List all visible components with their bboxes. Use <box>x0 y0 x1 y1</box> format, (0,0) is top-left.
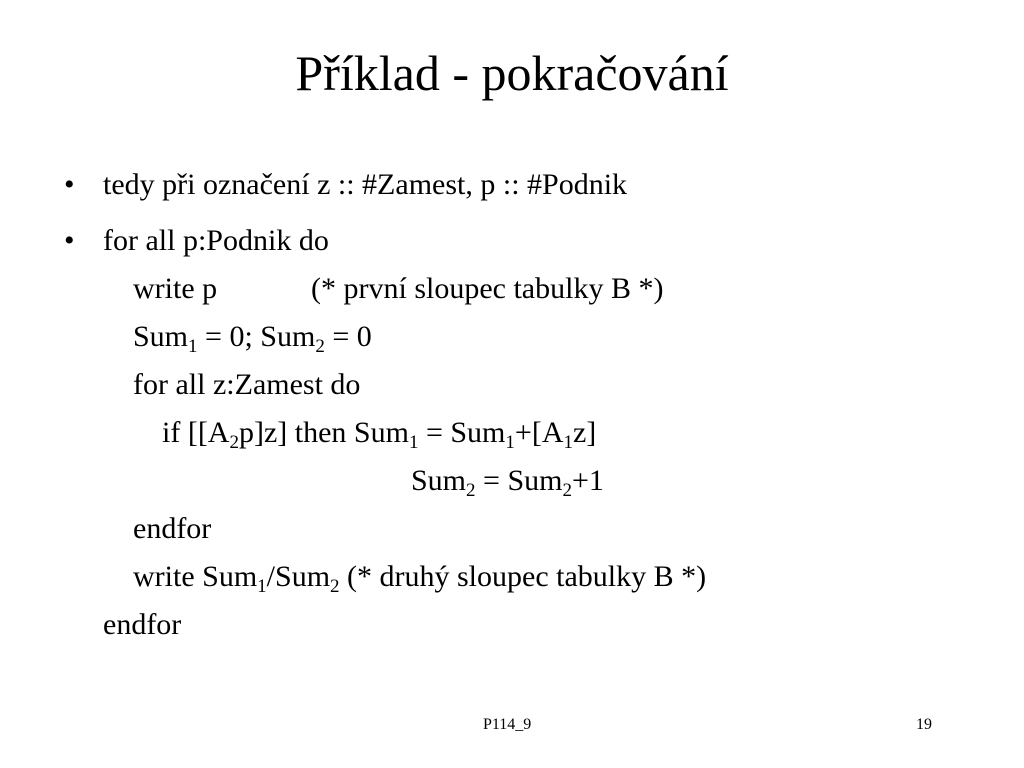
code-line-5: if $[[A_2p]z]$ then $Sum_1 = Sum_1+[A_1z]$ <box>162 416 597 453</box>
footer-label: P114_9 <box>483 716 532 733</box>
code-statement: write p <box>133 272 218 305</box>
code-comment: (* první sloupec tabulky B *) <box>311 272 664 305</box>
code-line-1: for all p:Podnik do <box>103 224 329 257</box>
page-number: 19 <box>916 716 932 733</box>
code-line-9: endfor <box>103 608 182 641</box>
code-line-8: write Sum$_1$/Sum$_2$ (* druhý sloupec tabulky B *) <box>133 560 707 597</box>
code-line-4: for all z:Zamest do <box>133 368 361 401</box>
code-line-6: Sum$_2$ = Sum$_2$+1 <box>411 464 604 501</box>
bullet-marker: • <box>64 224 75 257</box>
bullet-1-text: tedy při označení z :: #Zamest, p :: #Podnik <box>103 168 628 201</box>
code-line-3: Sum$_1$ = 0; Sum$_2$ = 0 <box>133 320 372 357</box>
code-line-7: endfor <box>133 512 212 545</box>
slide-title: Příklad - pokračování <box>295 45 729 101</box>
code-line-2 <box>133 269 663 309</box>
bullet-marker: • <box>64 168 75 201</box>
